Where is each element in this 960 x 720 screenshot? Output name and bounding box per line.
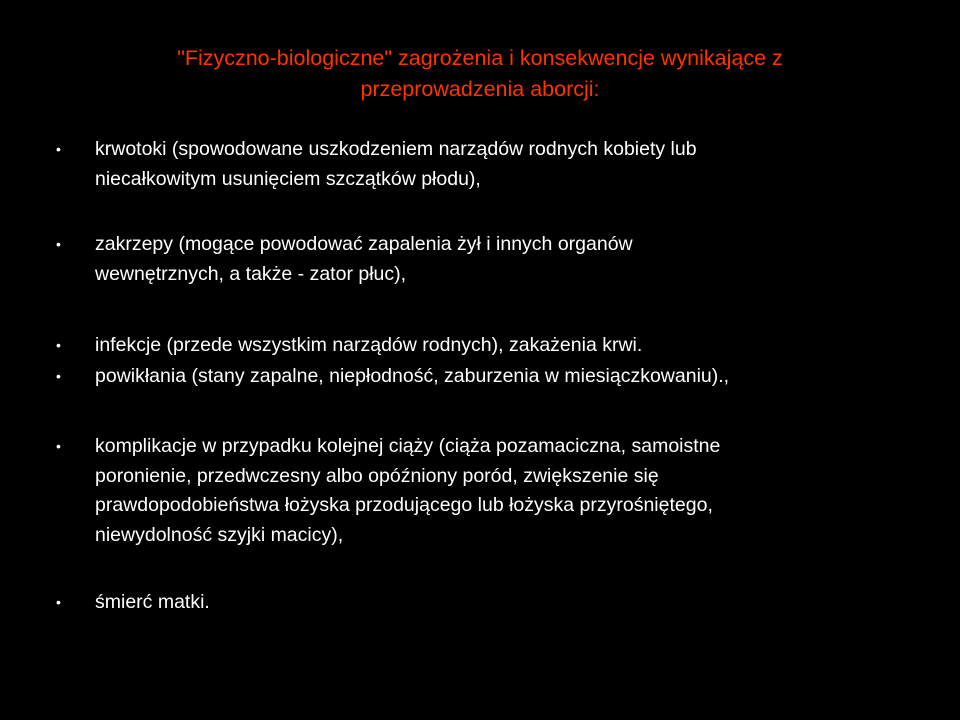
bullet-item-krwotoki [95,135,905,194]
bullet-marker: • [56,368,61,384]
slide-title-line-2: przeprowadzenia aborcji: [360,77,600,101]
bullet-item-line: poronienie, przedwczesny albo opóźniony poród, zwiększenie się [95,464,659,487]
bullet-item-zakrzepy [95,230,905,289]
bullet-item-line: infekcje (przede wszystkim narządów rodnych), zakażenia krwi. [95,334,643,356]
bullet-item-line: krwotoki (spowodowane uszkodzeniem narządów rodnych kobiety lub [95,138,697,160]
bullet-item-line: komplikacje w przypadku kolejnej ciąży (ciąża pozamaciczna, samoistne [95,435,721,457]
slide-title-line-1: "Fizyczno-biologiczne" zagrożenia i konsekwencje wynikające z [177,46,783,70]
bullet-item-line: powikłania (stany zapalne, niepłodność, zaburzenia w miesiączkowaniu)., [95,365,730,387]
bullet-item-line: śmierć matki. [95,591,210,613]
bullet-marker: • [56,236,61,252]
bullet-marker: • [56,337,61,353]
bullet-item-smierc [95,588,905,618]
bullet-item-komplikacje [95,432,905,550]
bullet-item-line: wewnętrznych, a także - zator płuc), [95,262,407,285]
bullet-marker: • [56,438,61,454]
bullet-marker: • [56,141,61,157]
bullet-item-line: niewydolność szyjki macicy), [95,523,344,546]
bullet-item-line: zakrzepy (mogące powodować zapalenia żył i innych organów [95,233,633,255]
bullet-item-powiklania [95,362,905,392]
bullet-item-infekcje [95,331,905,361]
slide-title [80,43,880,105]
bullet-item-line: prawdopodobieństwa łożyska przodującego lub łożyska przyrośniętego, [95,494,713,516]
bullet-item-line: niecałkowitym usunięciem szczątków płodu), [95,167,481,190]
bullet-marker: • [56,594,61,610]
